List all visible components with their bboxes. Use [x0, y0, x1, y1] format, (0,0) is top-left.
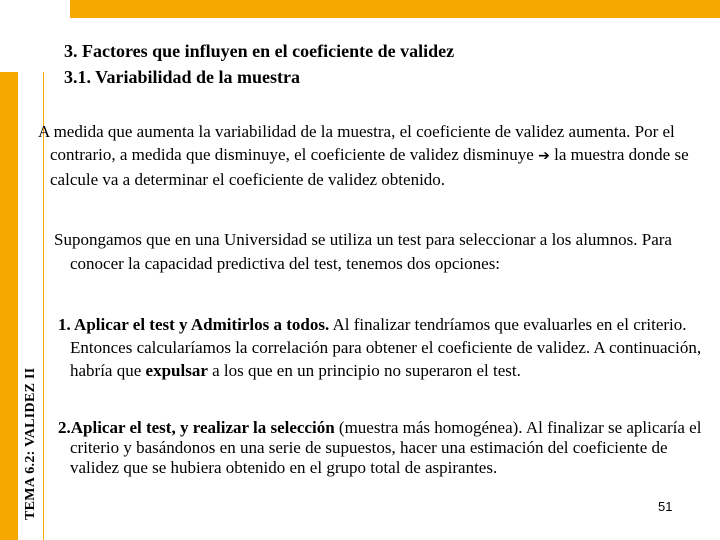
option-1-paragraph	[58, 313, 710, 382]
arrow-icon: ➔	[538, 148, 550, 164]
option-1-heading: 1. Aplicar el test y Admitirlos a todos.	[58, 315, 330, 334]
option-2-paragraph	[58, 418, 710, 478]
slide-title	[64, 38, 684, 90]
side-topic-label: TEMA 6.2: VALIDEZ II	[23, 367, 38, 520]
option-2-text: (muestra más homogénea). Al finalizar se aplicaría el criterio y basándonos en una serie de supuestos, hacer una estimación del coeficiente de validez que se hubiera obtenido en el grupo total de aspirantes.	[70, 418, 702, 477]
intro-text-1: A medida que aumenta la variabilidad de la muestra, el coeficiente de validez aumenta. Por el contrario, a medida que disminuye, el coeficiente de validez disminuye	[38, 122, 675, 164]
option-1-text-a: Al finalizar tendríamos que evaluarles en el criterio. Entonces calcularíamos la correlación para obtener el coeficiente de validez. A continuación, habría que	[70, 315, 702, 380]
top-accent-bar	[70, 0, 720, 18]
side-accent-bar	[0, 72, 18, 540]
option-1-text-b: a los que en un principio no superaron el test.	[207, 361, 521, 380]
intro-paragraph	[38, 120, 720, 191]
option-1-emphasis: expulsar	[145, 361, 208, 380]
intro-text-2: la muestra donde se calcule va a determinar el coeficiente de validez obtenido.	[50, 145, 689, 189]
page-number: 51	[658, 499, 673, 514]
example-paragraph: Supongamos que en una Universidad se utiliza un test para seleccionar a los alumnos. Para conocer la capacidad predictiva del test, tenemos dos opciones:	[54, 230, 672, 273]
option-2-heading: 2.Aplicar el test, y realizar la selección	[58, 418, 335, 437]
title-line-1: 3. Factores que influyen en el coeficiente de validez	[64, 41, 455, 61]
title-line-2: 3.1. Variabilidad de la muestra	[64, 67, 301, 87]
